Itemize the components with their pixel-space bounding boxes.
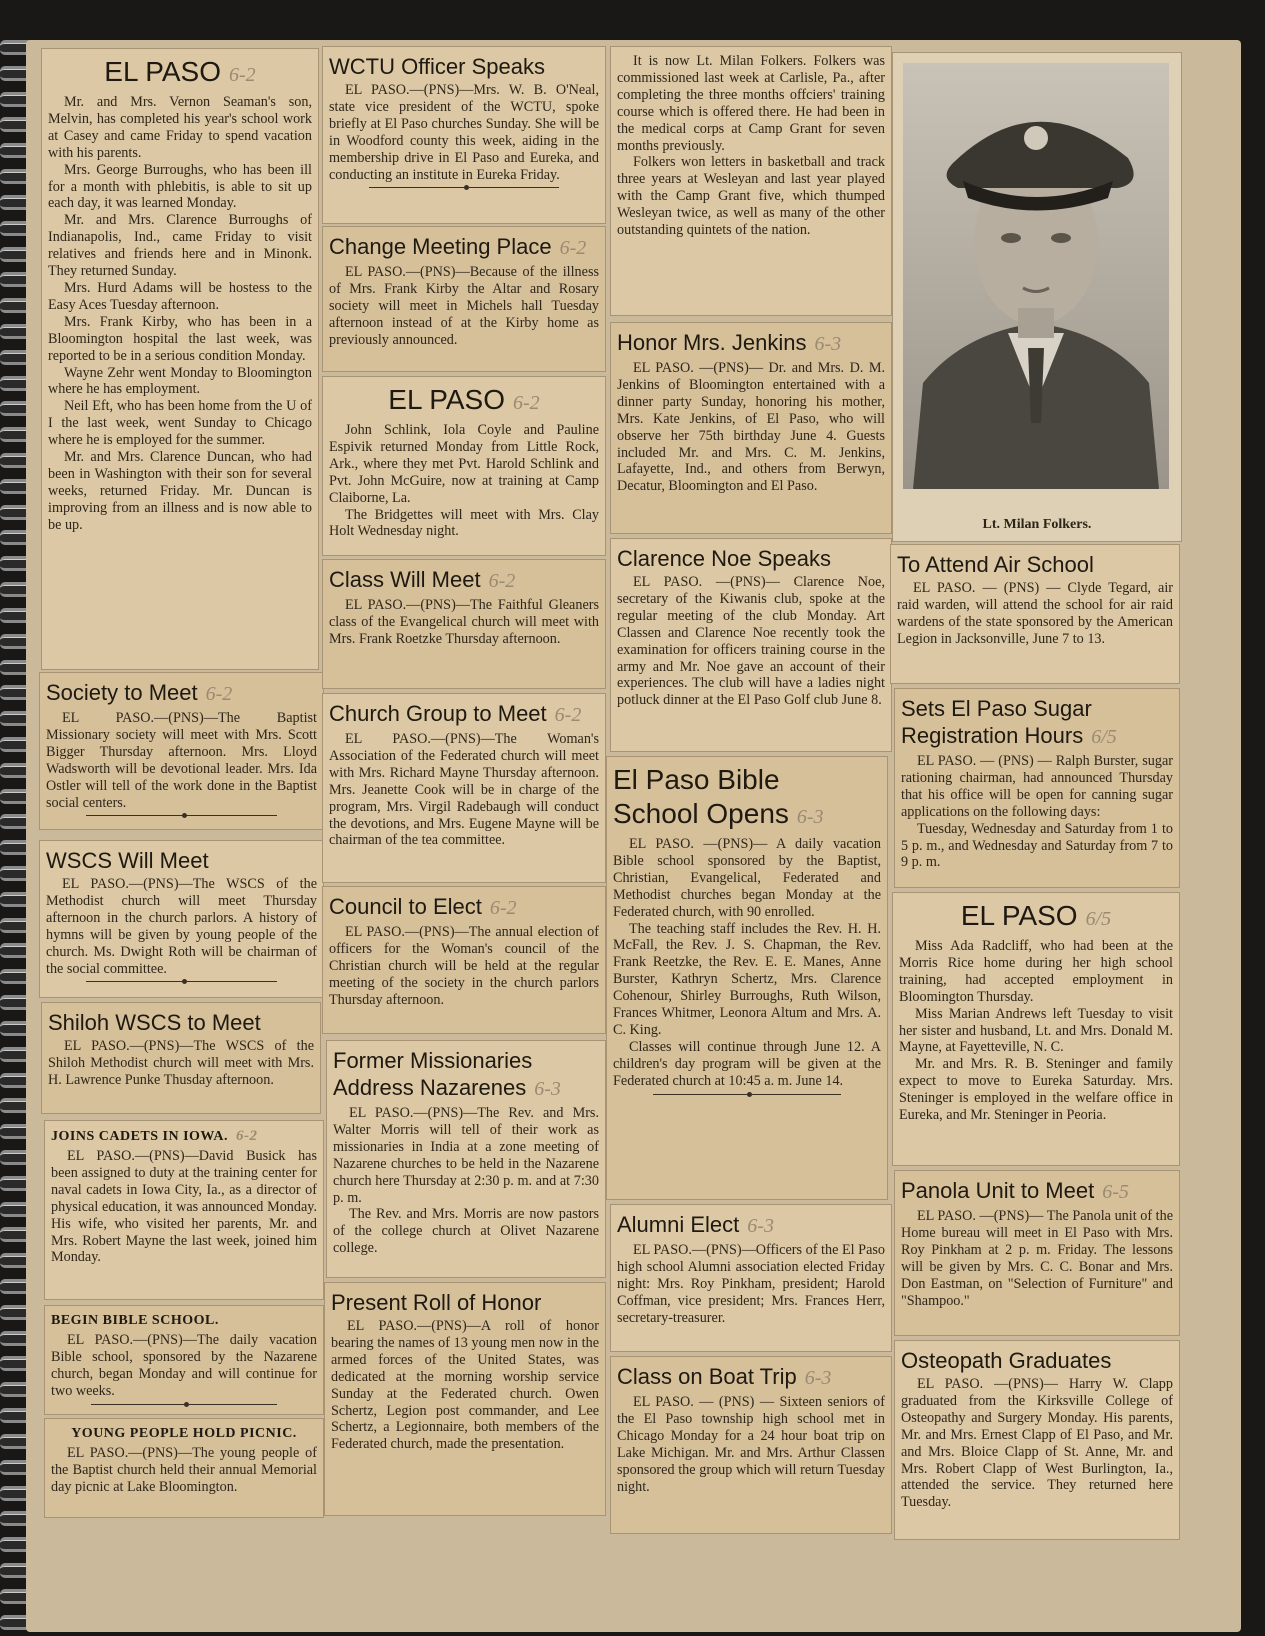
clipping-title: Panola Unit to Meet 6-5 [901,1178,1129,1203]
clipping-wscs-meet [39,840,324,998]
clipping-body: EL PASO.—(PNS)—The young people of the Baptist church held their annual Memorial day picnic at Lake Bloomington. [51,1445,317,1495]
clipping-body: It is now Lt. Milan Folkers. Folkers was commissioned last week at Carlisle, Pa., after completing the three months offciers' training course which is offered there. He had been in the medical corps at Camp Grant for seven months previously. Folkers won letters in basketball and track three years at Wesleyan and last year played with the Camp Grant five, which thumped Wesleyan twice, as well as many of the other outstanding quintets of the nation. [617,53,885,239]
clipping-church-group [322,693,606,883]
clipping-body: Mr. and Mrs. Vernon Seaman's son, Melvin, has completed his year's school work at Casey and came Friday to spend vacation with his parents. Mrs. George Burroughs, who has been ill for a month with phlebitis, is able to sit up each day, it was learned Monday. Mr. and Mrs. Clarence Burroughs of Indianapolis, Ind., came Friday to visit relatives and friends here and in Minonk. They returned Sunday. Mrs. Hurd Adams will be hostess to the Easy Aces Tuesday afternoon. Mrs. Frank Kirby, who has been in a Bloomington hospital the last week, was reported to be in a serious condition Monday. Wayne Zehr went Monday to Bloomington where he has employment. Neil Eft, who has been home from the U of I the last week, went Sunday to Chicago where he is employed for the summer. Mr. and Mrs. Clarence Duncan, who had been in Washington with their son for several weeks, returned Friday. Mr. Duncan is improving from an illness and is now able to be up. [48,94,312,533]
clipping-body: EL PASO. —(PNS)— Harry W. Clapp graduated from the Kirksville College of Osteopathy and Surgery Monday. His parents, Mr. and Mrs. Ernest Clapp of El Paso, and Mr. and Mrs. Bloice Clapp of St. Anne, Mr. and Mrs. Robert Clapp of West Burlington, Ia., attended the service. They returned here Tuesday. [901,1376,1173,1511]
clipping-picnic [44,1418,324,1518]
clipping-title: Council to Elect 6-2 [329,894,517,919]
clipping-council [322,886,606,1034]
clipping-body: EL PASO.—(PNS)—David Busick has been assigned to duty at the training center for naval cadets in Iowa City, Ia., as a director of physical education, it was announced Monday. His wife, who visited her parents, Mr. and Mrs. Robert Mayne the last week, joined him Monday. [51,1148,317,1266]
clipping-title: Class on Boat Trip 6-3 [617,1364,832,1389]
clipping-body: EL PASO. —(PNS)— The Panola unit of the Home bureau will meet in El Paso with Mrs. Roy Pinkham at 2 p. m. Friday. The lessons will be given by Mrs. C. C. Bonar and Mrs. Don Eastman, on "Selection of Furniture" and "Shampoo." [901,1208,1173,1309]
clipping-body: EL PASO. —(PNS)— Clarence Noe, secretary of the Kiwanis club, spoke at the regular meeting of the club Monday. Art Classen and Clarence Noe recently took the examination for officers training course in the army and Mr. Noe gave an account of their experiences. The club will have a ladies night potluck dinner at the El Paso Golf club June 8. [617,574,885,709]
clipping-title: Present Roll of Honor [331,1290,542,1315]
divider [86,815,277,816]
clipping-osteopath [894,1340,1180,1540]
clipping-shiloh [41,1002,321,1114]
clipping-title: WCTU Officer Speaks [329,54,545,79]
clipping-title: El Paso Bible School Opens 6-3 [613,764,824,829]
clipping-bible-opens [606,756,888,1200]
divider [91,1404,277,1405]
clipping-title: WSCS Will Meet [46,848,209,873]
clipping-air-school [890,544,1180,684]
clipping-body: EL PASO.—(PNS)—The Rev. and Mrs. Walter Morris will tell of their work as missionaries in India at a zone meeting of Nazarene churches to be held in the Nazarene church here Thursday at 2:30 p. m. and at 7:30 p. m. The Rev. and Mrs. Morris are now pastors of the college church at Olivet Nazarene college. [333,1105,599,1257]
clipping-noe [610,538,892,752]
clipping-body: EL PASO.—(PNS)—The WSCS of the Shiloh Methodist church will meet with Mrs. H. Lawrence Punke Thusday afternoon. [48,1038,314,1088]
clipping-body: John Schlink, Iola Coyle and Pauline Espivik returned Monday from Little Rock, Ark., where they met Pvt. Harold Schlink and Pvt. John McGuire, now at training at Camp Claiborne, La. The Bridgettes will meet with Mrs. Clay Holt Wednesday night. [329,422,599,540]
clipping-society-meet [39,672,324,830]
clipping-el-paso-3 [892,892,1180,1166]
clipping-title: Former Missionaries Address Nazarenes 6-3 [333,1048,561,1100]
photo-caption: Lt. Milan Folkers. [982,517,1092,532]
clipping-title: EL PASO 6/5 [960,900,1112,931]
clipping-body: EL PASO. —(PNS)— A daily vacation Bible school sponsored by the Baptist, Christian, Evangelical, Federated and Methodist churches began Monday at the Federated church, with 90 enrolled. The teaching staff includes the Rev. H. H. McFall, the Rev. J. S. Chapman, the Rev. Frank Reetzke, the Rev. E. E. Manes, Anne Burster, Kathryn Schertz, Mrs. Clarence Cohenour, Shirley Burroughs, Ruth Wilson, Frances Whitmer, Leonora Altum and Mrs. A. C. King. Classes will continue through June 12. A children's day program will be given at the Federated church at 10:45 a. m. June 14. [613,836,881,1089]
clipping-jenkins [610,322,892,534]
clipping-roll-honor [324,1282,606,1516]
portrait-image [903,63,1169,489]
clipping-title: Honor Mrs. Jenkins 6-3 [617,330,842,355]
scrapbook-page [26,40,1241,1632]
portrait-photo [892,52,1182,542]
clipping-body: EL PASO. — (PNS) — Sixteen seniors of the El Paso township high school met in Chicago Monday for a 24 hour boat trip on Lake Michigan. Mr. and Mrs. Arthur Classen sponsored the group which will return Tuesday night. [617,1394,885,1495]
clipping-body: EL PASO. — (PNS) — Ralph Burster, sugar rationing chairman, had announced Thursday that his office will be open for canning sugar applications on the following days: Tuesday, Wednesday and Saturday from 1 to 5 p. m., and Wednesday and Saturday from 7 to 9 p. m. [901,753,1173,871]
clipping-title: Alumni Elect 6-3 [617,1212,774,1237]
clipping-missionaries [326,1040,606,1278]
clipping-body: EL PASO.—(PNS)—The Baptist Missionary society will meet with Mrs. Scott Bigger Thursday afternoon. Mrs. Lloyd Wadsworth will be devotional leader. Mrs. Ida Ostler will tell of the work done in the Baptist social centers. [46,710,317,811]
clipping-body: EL PASO. —(PNS)— Dr. and Mrs. D. M. Jenkins of Bloomington entertained with a dinner party Sunday, honoring his mother, Mrs. Kate Jenkins, of El Paso, who will observe her 75th birthday June 4. Guests included Mr. and Mrs. C. M. Jenkins, Lafayette, Ind., and others from Berwyn, Decatur, Bloomington and El Paso. [617,360,885,495]
clipping-body: EL PASO.—(PNS)—Mrs. W. B. O'Neal, state vice president of the WCTU, spoke briefly at El Paso churches Sunday. She will be in Woodford county this week, aiding in the membership drive in El Paso and Eureka, and conducting an institute in Eureka Friday. [329,82,599,183]
clipping-title: To Attend Air School [897,552,1094,577]
clipping-body: EL PASO.—(PNS)—The Woman's Association of the Federated church will meet with Mrs. Richard Mayne Thursday afternoon. Mrs. Jeanette Cook will be in charge of the program, Mrs. Virgil Radebaugh will conduct the devotions, and Mrs. Eugene Mayne will be chairman of the tea committee. [329,731,599,849]
clipping-bible-school-begin [44,1305,324,1415]
clipping-body: Miss Ada Radcliff, who had been at the Morris Rice home during her high school training, had accepted employment in Bloomington Thursday. Miss Marian Andrews left Tuesday to visit her sister and husband, Lt. and Mrs. Donald M. Mayne, at Fayetteville, N. C. Mr. and Mrs. R. B. Steninger and family expect to move to Eureka Saturday. Mrs. Steninger is employed in the welfare office in Eureka, and Mr. Steninger in Peoria. [899,938,1173,1124]
clipping-title: Shiloh WSCS to Meet [48,1010,261,1035]
clipping-boat-trip [610,1356,892,1534]
clipping-title: Change Meeting Place 6-2 [329,234,587,259]
clipping-title: Class Will Meet 6-2 [329,567,516,592]
clipping-body: EL PASO.—(PNS)—The annual election of officers for the Woman's council of the Christian church will be held at the regular meeting of the society in the church parlors Thursday afternoon. [329,924,599,1008]
clipping-body: EL PASO.—(PNS)—Because of the illness of Mrs. Frank Kirby the Altar and Rosary society will meet in Michels hall Tuesday afternoon instead of at the Kirby home as previously announced. [329,264,599,348]
clipping-body: EL PASO.—(PNS)—Officers of the El Paso high school Alumni association elected Friday night: Mrs. Roy Pinkham, president; Harold Coffman, vice president; Mrs. Frances Herr, secretary-treasurer. [617,1242,885,1326]
divider [369,187,559,188]
clipping-el-paso-2 [322,376,606,556]
divider [86,981,277,982]
clipping-title: Society to Meet 6-2 [46,680,233,705]
clipping-sugar [894,688,1180,888]
clipping-title: EL PASO 6-2 [388,384,540,415]
divider [653,1094,841,1095]
clipping-class-meet [322,559,606,689]
clipping-title: Sets El Paso Sugar Registration Hours 6/5 [901,696,1117,748]
clipping-body: EL PASO.—(PNS)—The WSCS of the Methodist church will meet Thursday afternoon in the church parlors. A history of hymns will be given by young people of the church. Ms. Dwight Roth will be chairman of the social committee. [46,876,317,977]
clipping-title: Clarence Noe Speaks [617,546,832,571]
clipping-el-paso-1 [41,48,319,670]
clipping-wctu [322,46,606,224]
clipping-title: EL PASO 6-2 [104,56,256,87]
clipping-body: EL PASO.—(PNS)—A roll of honor bearing the names of 13 young men now in the armed forces of the United States, was dedicated at the morning worship service Sunday at the Federated church. Owen Schertz, Legion post commander, and Lee Schertz, a Legionnaire, both members of the Federated church, made the presentation. [331,1318,599,1453]
clipping-title: Church Group to Meet 6-2 [329,701,582,726]
clipping-title: JOINS CADETS IN IOWA. 6-2 [51,1128,258,1144]
clipping-body: EL PASO.—(PNS)—The daily vacation Bible school, sponsored by the Nazarene church, began Monday and will continue for two weeks. [51,1332,317,1399]
clipping-folkers [610,46,892,316]
clipping-alumni [610,1204,892,1352]
clipping-cadets-iowa [44,1120,324,1300]
clipping-body: EL PASO.—(PNS)—The Faithful Gleaners class of the Evangelical church will meet with Mrs. Frank Roetzke Thursday afternoon. [329,597,599,647]
clipping-title: YOUNG PEOPLE HOLD PICNIC. [71,1426,297,1441]
clipping-body: EL PASO. — (PNS) — Clyde Tegard, air raid warden, will attend the school for air raid wardens of the state sponsored by the American Legion in Jacksonville, June 7 to 13. [897,580,1173,647]
clipping-change-meeting [322,226,606,372]
clipping-title: BEGIN BIBLE SCHOOL. [51,1313,219,1328]
clipping-title: Osteopath Graduates [901,1348,1112,1373]
clipping-panola [894,1170,1180,1336]
